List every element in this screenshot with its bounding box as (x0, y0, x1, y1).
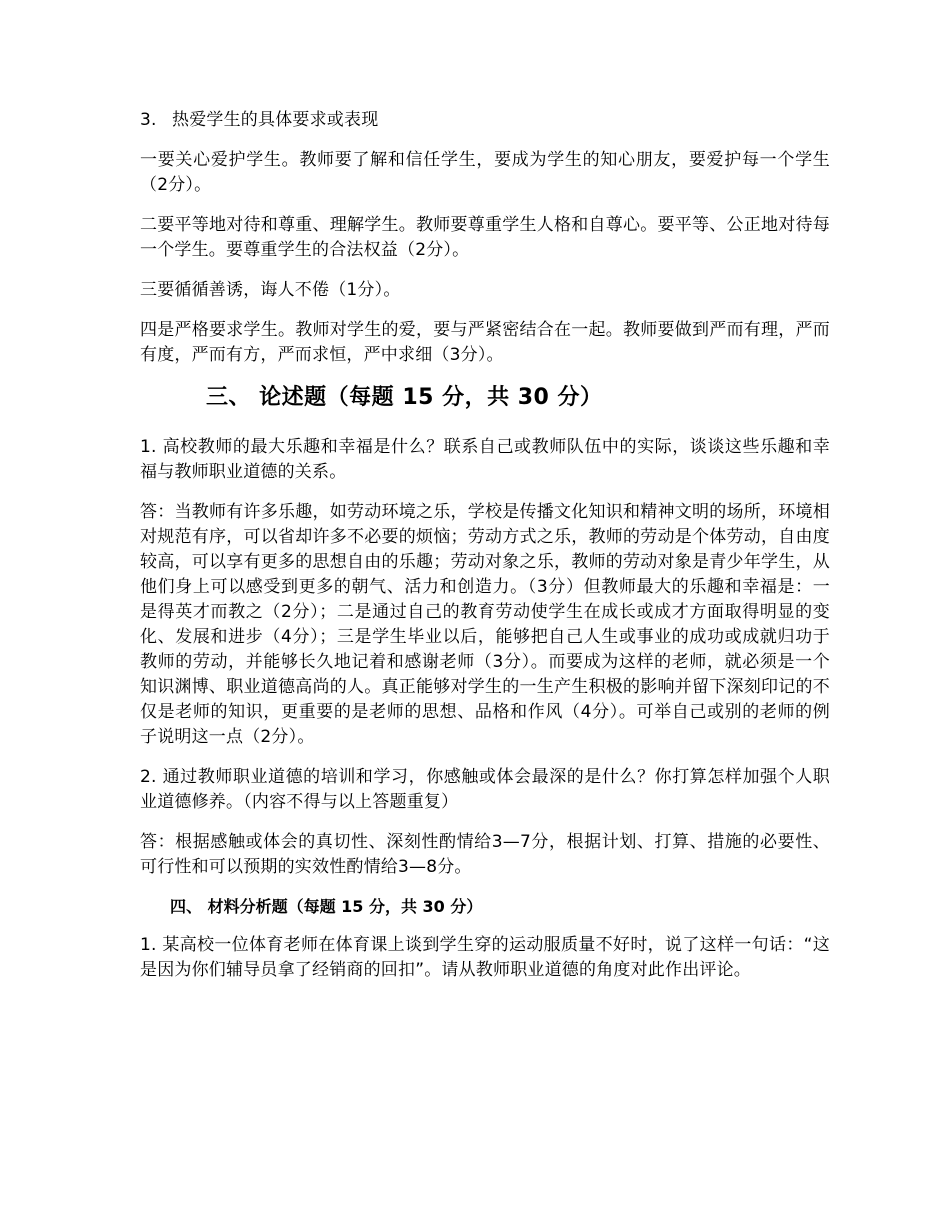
q3-point-1: 一要关心爱护学生。教师要了解和信任学生，要成为学生的知心朋友，要爱护每一个学生（2分）。 (140, 150, 830, 195)
q3-point-2: 二要平等地对待和尊重、理解学生。教师要尊重学生人格和自尊心。要平等、公正地对待每一个学生。要尊重学生的合法权益（2分）。 (140, 215, 830, 260)
document-page (140, 108, 830, 998)
section3-q2-question: 2. 通过教师职业道德的培训和学习，你感触或体会最深的是什么？你打算怎样加强个人职业道德修养。（内容不得与以上答题重复） (140, 767, 830, 812)
section3-q1-answer: 答：当教师有许多乐趣，如劳动环境之乐，学校是传播文化知识和精神文明的场所，环境相对规范有序，可以省却许多不必要的烦恼；劳动方式之乐，教师的劳动是个体劳动，自由度较高，可以享有更多的思想自由的乐趣；劳动对象之乐，教师的劳动对象是青少年学生，从他们身上可以感受到更多的朝气、活力和创造力。（3分）但教师最大的乐趣和幸福是：一是得英才而教之（2分）；二是通过自己的教育劳动使学生在成长或成才方面取得明显的变化、发展和进步（4分）；三是学生毕业以后，能够把自己人生或事业的成功或成就归功于教师的劳动，并能够长久地记着和感谢老师（3分）。而要成为这样的老师，就必须是一个知识渊博、职业道德高尚的人。真正能够对学生的一生产生积极的影响并留下深刻印记的不仅是老师的知识，更重要的是老师的思想、品格和作风（4分）。可举自己或别的老师的例子说明这一点（2分）。 (140, 502, 830, 747)
q3-title (140, 108, 830, 133)
section4-heading: 四、 材料分析题（每题 15 分，共 30 分） (170, 897, 483, 916)
section3-heading: 三、 论述题（每题 15 分，共 30 分） (206, 385, 603, 410)
section4-q1-question: 1. 某高校一位体育老师在体育课上谈到学生穿的运动服质量不好时，说了这样一句话：“这是因为你们辅导员拿了经销商的回扣”。请从教师职业道德的角度对此作出评论。 (140, 935, 830, 980)
section3-q2-answer: 答：根据感触或体会的真切性、深刻性酌情给3—7分，根据计划、打算、措施的必要性、可行性和可以预期的实效性酌情给3—8分。 (140, 832, 830, 877)
q3-number: 3. (140, 110, 157, 130)
q3-title-text: 热爱学生的具体要求或表现 (172, 110, 379, 130)
q3-point-4: 四是严格要求学生。教师对学生的爱，要与严紧密结合在一起。教师要做到严而有理，严而有度，严而有方，严而求恒，严中求细（3分）。 (140, 320, 830, 365)
section3-q1-question: 1. 高校教师的最大乐趣和幸福是什么？联系自己或教师队伍中的实际，谈谈这些乐趣和幸福与教师职业道德的关系。 (140, 437, 830, 482)
q3-point-3: 三要循循善诱，诲人不倦（1分）。 (140, 280, 401, 300)
